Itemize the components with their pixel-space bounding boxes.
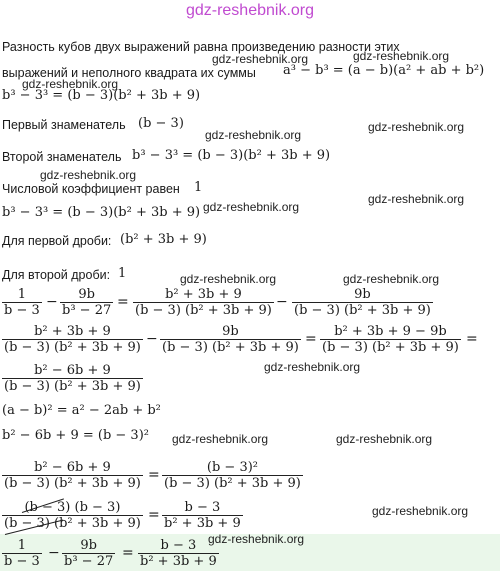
equals-sign: = <box>117 294 129 310</box>
second-frac-label: Для второй дроби: <box>2 268 111 282</box>
watermark: gdz-reshebnik.org <box>22 77 119 91</box>
row3-frac-num: b² − 6b + 9 <box>34 363 111 378</box>
minus-sign: − <box>48 545 60 561</box>
row1-frac-1-num: 1 <box>17 287 27 302</box>
row5-frac-2-den: b² + 3b + 9 <box>164 516 241 531</box>
factor-line-2: b³ − 3³ = (b − 3)(b² + 3b + 9) <box>2 205 201 220</box>
row2-frac-3-num: b² + 3b + 9 − 9b <box>334 324 447 339</box>
row4-frac-2-num: (b − 3)² <box>206 460 258 475</box>
row1-frac-4 <box>292 287 433 318</box>
row1-frac-2-den: b³ − 27 <box>62 303 112 318</box>
row5-frac-1-den: (b − 3) (b² + 3b + 9) <box>4 516 141 531</box>
row1-frac-1 <box>2 287 42 318</box>
answer-frac-2-num: 9b <box>80 538 97 553</box>
row1-frac-2 <box>60 287 113 318</box>
watermark: gdz-reshebnik.org <box>368 192 465 206</box>
row5-frac-1-num: (b − 3) (b − 3) <box>24 500 121 515</box>
watermark: gdz-reshebnik.org <box>212 52 309 66</box>
answer-frac-3-num: b − 3 <box>160 538 197 553</box>
row2-frac-3 <box>320 324 461 355</box>
row1-frac-2-num: 9b <box>78 287 95 302</box>
cube-difference-formula: a³ − b³ = (a − b)(a² + ab + b²) <box>283 63 485 78</box>
first-frac-value: (b² + 3b + 9) <box>120 232 207 247</box>
row2-frac-1-num: b² + 3b + 9 <box>34 324 111 339</box>
answer-frac-3 <box>138 538 219 569</box>
row1-frac-1-den: b − 3 <box>4 303 40 318</box>
row2-frac-1-den: (b − 3) (b² + 3b + 9) <box>4 340 141 355</box>
second-frac-value: 1 <box>118 266 127 281</box>
watermark: gdz-reshebnik.org <box>205 128 302 142</box>
equals-sign: = <box>148 507 160 523</box>
answer-frac-1-den: b − 3 <box>4 554 40 569</box>
second-den-label: Второй знаменатель <box>2 150 122 164</box>
row1-frac-4-den: (b − 3) (b² + 3b + 9) <box>294 303 431 318</box>
watermark: gdz-reshebnik.org <box>172 432 269 446</box>
row4-frac-2-den: (b − 3) (b² + 3b + 9) <box>164 476 301 491</box>
row5-frac-2 <box>162 500 243 531</box>
site-title: gdz-reshebnik.org <box>185 2 315 19</box>
row1-frac-4-num: 9b <box>354 287 371 302</box>
row2-frac-2-num: 9b <box>222 324 239 339</box>
answer-frac-1-num: 1 <box>17 538 27 553</box>
watermark: gdz-reshebnik.org <box>343 272 440 286</box>
row3-frac <box>2 363 143 394</box>
answer-frac-2-den: b³ − 27 <box>64 554 114 569</box>
watermark: gdz-reshebnik.org <box>353 49 450 63</box>
row2-frac-1 <box>2 324 143 355</box>
coef-value: 1 <box>194 180 203 195</box>
answer-frac-3-den: b² + 3b + 9 <box>140 554 217 569</box>
intro-line-2: выражений и неполного квадрата их суммы <box>2 66 256 80</box>
coef-label: Числовой коэффициент равен <box>2 182 180 196</box>
watermark: gdz-reshebnik.org <box>203 200 300 214</box>
row5-frac-2-num: b − 3 <box>184 500 221 515</box>
minus-sign: − <box>146 331 158 347</box>
first-den-value: (b − 3) <box>138 116 184 131</box>
row1-frac-3 <box>133 287 274 318</box>
row2-frac-3-den: (b − 3) (b² + 3b + 9) <box>322 340 459 355</box>
minus-sign: − <box>46 294 58 310</box>
square-factor: b² − 6b + 9 = (b − 3)² <box>2 428 149 443</box>
row4-frac-2 <box>162 460 303 491</box>
row4-frac-1-den: (b − 3) (b² + 3b + 9) <box>4 476 141 491</box>
intro-line-1: Разность кубов двух выражений равна произведению разности этих <box>2 40 400 54</box>
watermark: gdz-reshebnik.org <box>208 532 305 546</box>
minus-sign: − <box>276 294 288 310</box>
answer-frac-1 <box>2 538 42 569</box>
row2-frac-2-den: (b − 3) (b² + 3b + 9) <box>162 340 299 355</box>
watermark: gdz-reshebnik.org <box>336 432 433 446</box>
row4-frac-1-num: b² − 6b + 9 <box>34 460 111 475</box>
square-formula: (a − b)² = a² − 2ab + b² <box>2 403 161 418</box>
row2-frac-2 <box>160 324 301 355</box>
row4-frac-1 <box>2 460 143 491</box>
factor-line-1: b³ − 3³ = (b − 3)(b² + 3b + 9) <box>2 88 201 103</box>
watermark: gdz-reshebnik.org <box>40 168 137 182</box>
first-den-label: Первый знаменатель <box>2 118 126 132</box>
watermark: gdz-reshebnik.org <box>180 272 277 286</box>
row3-frac-den: (b − 3) (b² + 3b + 9) <box>4 379 141 394</box>
equals-sign: = <box>466 331 478 347</box>
first-frac-label: Для первой дроби: <box>2 234 112 248</box>
second-den-value: b³ − 3³ = (b − 3)(b² + 3b + 9) <box>132 148 331 163</box>
answer-frac-2 <box>62 538 115 569</box>
watermark: gdz-reshebnik.org <box>264 360 361 374</box>
row5-frac-1 <box>2 500 143 531</box>
watermark: gdz-reshebnik.org <box>372 504 469 518</box>
equals-sign: = <box>148 467 160 483</box>
equals-sign: = <box>305 331 317 347</box>
row1-frac-3-den: (b − 3) (b² + 3b + 9) <box>135 303 272 318</box>
watermark: gdz-reshebnik.org <box>368 120 465 134</box>
row1-frac-3-num: b² + 3b + 9 <box>165 287 242 302</box>
equals-sign: = <box>122 545 134 561</box>
